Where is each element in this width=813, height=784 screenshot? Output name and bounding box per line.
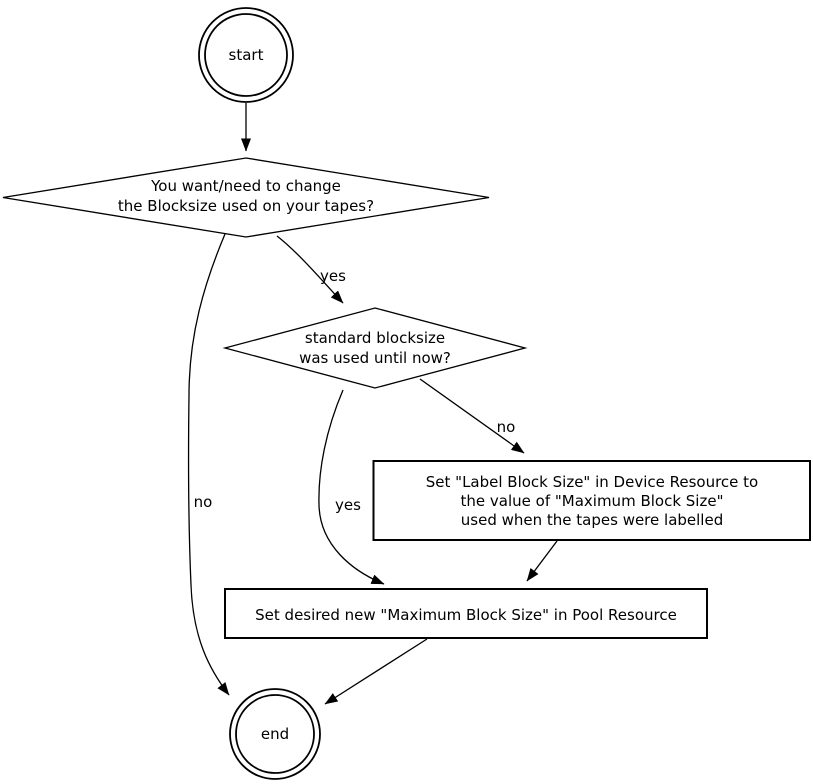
node-process-set-pool-block-size [225,589,707,638]
edge-standard-no-to-label-block-size [420,379,524,453]
edge-pool-resource-to-end [325,639,427,704]
start-label: start [228,46,264,64]
edge-label-standard-yes: yes [335,496,361,514]
node-end [230,689,320,779]
node-process-set-label-block-size [374,461,811,540]
set-label-block-size-line3: used when the tapes were labelled [460,511,724,529]
node-decision-change-blocksize [3,158,489,237]
standard-blocksize-line1: standard blocksize [304,329,446,347]
edge-change-no-to-end [189,234,229,695]
set-pool-block-size-label: Set desired new "Maximum Block Size" in Pool Resource [255,606,677,624]
standard-blocksize-line2: was used until now? [299,349,451,367]
set-label-block-size-line2: the value of "Maximum Block Size" [460,492,724,510]
edge-label-block-size-to-pool-resource [527,541,557,581]
set-label-block-size-line1: Set "Label Block Size" in Device Resource to [425,473,759,491]
edge-label-standard-no: no [496,418,516,436]
edge-label-change-no: no [193,493,213,511]
edge-label-change-yes: yes [320,267,346,285]
end-label: end [260,725,290,743]
node-decision-standard-blocksize [225,308,525,388]
change-blocksize-line1: You want/need to change [151,177,341,195]
standard-blocksize-diamond [225,308,525,388]
change-blocksize-line2: the Blocksize used on your tapes? [117,197,375,215]
node-start [199,8,293,102]
